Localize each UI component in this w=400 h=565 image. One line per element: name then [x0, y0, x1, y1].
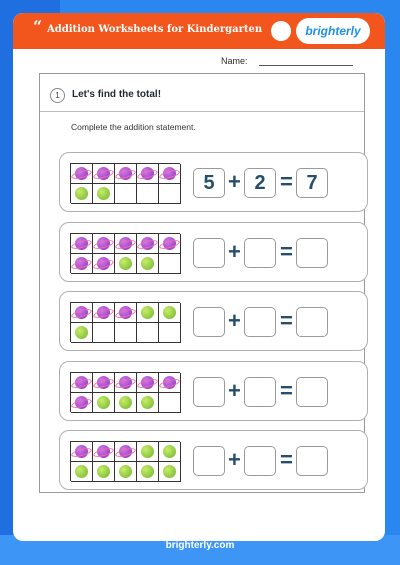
ten-frame-cell — [137, 442, 159, 462]
purple-planet-icon — [163, 167, 176, 180]
ten-frame-cell — [71, 373, 93, 393]
purple-planet-icon — [141, 376, 154, 389]
green-planet-icon — [141, 445, 154, 458]
exercise-row — [59, 222, 368, 282]
ten-frame-cell — [137, 184, 159, 204]
purple-planet-icon — [97, 237, 110, 250]
green-planet-icon — [163, 465, 176, 478]
green-planet-icon — [97, 465, 110, 478]
addend-b-box[interactable] — [244, 446, 276, 476]
total-box[interactable] — [296, 377, 328, 407]
plus-sign: + — [228, 378, 241, 403]
total-box[interactable] — [296, 307, 328, 337]
section-title: Let's find the total! — [72, 89, 162, 100]
ten-frame-cell — [137, 373, 159, 393]
purple-planet-icon — [119, 167, 132, 180]
circle-icon — [271, 21, 291, 41]
ten-frame-cell — [137, 254, 159, 274]
ten-frame-cell — [71, 442, 93, 462]
ten-frame-cell — [93, 323, 115, 343]
ten-frame-cell — [159, 323, 181, 343]
green-planet-icon — [141, 306, 154, 319]
addend-a-box[interactable]: 5 — [193, 168, 225, 198]
ten-frame — [70, 302, 180, 342]
purple-planet-icon — [75, 306, 88, 319]
purple-planet-icon — [163, 237, 176, 250]
equals-sign: = — [280, 239, 293, 264]
ten-frame-cell — [115, 462, 137, 482]
green-planet-icon — [163, 306, 176, 319]
equals-sign: = — [280, 378, 293, 403]
addend-b-box[interactable]: 2 — [244, 168, 276, 198]
ten-frame-cell — [159, 442, 181, 462]
header-bar — [13, 13, 385, 49]
ten-frame-cell — [71, 184, 93, 204]
name-field[interactable] — [259, 65, 353, 66]
ten-frame-cell — [93, 393, 115, 413]
plus-sign: + — [228, 447, 241, 472]
ten-frame-cell — [115, 373, 137, 393]
purple-planet-icon — [163, 376, 176, 389]
ten-frame-cell — [93, 303, 115, 323]
purple-planet-icon — [97, 306, 110, 319]
ten-frame-cell — [93, 462, 115, 482]
ten-frame-cell — [71, 462, 93, 482]
ten-frame-cell — [159, 462, 181, 482]
ten-frame-cell — [159, 303, 181, 323]
purple-planet-icon — [75, 167, 88, 180]
equals-sign: = — [280, 308, 293, 333]
section-number: 1 — [50, 88, 65, 103]
addend-a-box[interactable] — [193, 307, 225, 337]
plus-sign: + — [228, 239, 241, 264]
addend-a-box[interactable] — [193, 377, 225, 407]
ten-frame-cell — [93, 442, 115, 462]
plus-sign: + — [228, 169, 241, 194]
ten-frame-cell — [71, 393, 93, 413]
purple-planet-icon — [97, 167, 110, 180]
green-planet-icon — [163, 445, 176, 458]
purple-planet-icon — [75, 257, 88, 270]
ten-frame-cell — [71, 254, 93, 274]
ten-frame-cell — [71, 234, 93, 254]
purple-planet-icon — [97, 445, 110, 458]
equals-sign: = — [280, 169, 293, 194]
ten-frame-cell — [137, 323, 159, 343]
green-planet-icon — [119, 465, 132, 478]
ten-frame-cell — [115, 184, 137, 204]
ten-frame-cell — [137, 303, 159, 323]
purple-planet-icon — [141, 167, 154, 180]
ten-frame-cell — [159, 164, 181, 184]
purple-planet-icon — [75, 396, 88, 409]
green-planet-icon — [97, 187, 110, 200]
purple-planet-icon — [119, 306, 132, 319]
ten-frame-cell — [115, 164, 137, 184]
ten-frame-cell — [93, 164, 115, 184]
green-planet-icon — [75, 187, 88, 200]
exercise-row — [59, 430, 368, 490]
exercise-row — [59, 152, 368, 212]
ten-frame-cell — [115, 393, 137, 413]
total-box[interactable] — [296, 238, 328, 268]
ten-frame — [70, 372, 180, 412]
ten-frame-cell — [93, 234, 115, 254]
ten-frame-cell — [93, 373, 115, 393]
ten-frame-cell — [137, 393, 159, 413]
ten-frame-cell — [71, 323, 93, 343]
equals-sign: = — [280, 447, 293, 472]
ten-frame-cell — [159, 254, 181, 274]
ten-frame — [70, 233, 180, 273]
ten-frame-cell — [71, 164, 93, 184]
exercise-row — [59, 291, 368, 351]
ten-frame-cell — [115, 442, 137, 462]
ten-frame-cell — [159, 393, 181, 413]
plus-sign: + — [228, 308, 241, 333]
purple-planet-icon — [97, 257, 110, 270]
purple-planet-icon — [75, 237, 88, 250]
ten-frame — [70, 441, 180, 481]
purple-planet-icon — [75, 376, 88, 389]
green-planet-icon — [97, 396, 110, 409]
ten-frame-cell — [115, 323, 137, 343]
footer-url: brighterly.com — [165, 540, 235, 551]
ten-frame-cell — [71, 303, 93, 323]
divider — [40, 111, 364, 112]
total-box[interactable]: 7 — [296, 168, 328, 198]
ten-frame-cell — [159, 184, 181, 204]
green-planet-icon — [141, 257, 154, 270]
exercise-row — [59, 361, 368, 421]
logo-text: brighterly — [305, 24, 361, 38]
exercise-frame — [39, 73, 365, 493]
addend-b-box[interactable] — [244, 377, 276, 407]
addend-b-box[interactable] — [244, 307, 276, 337]
addend-a-box[interactable] — [193, 238, 225, 268]
green-planet-icon — [119, 396, 132, 409]
ten-frame-cell — [115, 303, 137, 323]
ten-frame-cell — [137, 462, 159, 482]
ten-frame — [70, 163, 180, 203]
addend-b-box[interactable] — [244, 238, 276, 268]
ten-frame-cell — [159, 234, 181, 254]
green-planet-icon — [141, 465, 154, 478]
green-planet-icon — [75, 326, 88, 339]
ten-frame-cell — [137, 234, 159, 254]
instruction-text: Complete the addition statement. — [71, 122, 196, 132]
ten-frame-cell — [159, 373, 181, 393]
total-box[interactable] — [296, 446, 328, 476]
purple-planet-icon — [119, 376, 132, 389]
green-planet-icon — [75, 465, 88, 478]
green-planet-icon — [141, 396, 154, 409]
ten-frame-cell — [115, 254, 137, 274]
quote-icon: “ — [33, 17, 43, 36]
ten-frame-cell — [137, 164, 159, 184]
green-planet-icon — [119, 257, 132, 270]
ten-frame-cell — [93, 184, 115, 204]
name-label: Name: — [221, 56, 248, 66]
brand-logo[interactable] — [296, 18, 370, 44]
purple-planet-icon — [75, 445, 88, 458]
ten-frame-cell — [115, 234, 137, 254]
worksheet-title: Addition Worksheets for Kindergarten — [47, 24, 263, 35]
worksheet-page — [13, 13, 385, 541]
purple-planet-icon — [119, 237, 132, 250]
ten-frame-cell — [93, 254, 115, 274]
purple-planet-icon — [119, 445, 132, 458]
purple-planet-icon — [141, 237, 154, 250]
addend-a-box[interactable] — [193, 446, 225, 476]
purple-planet-icon — [97, 376, 110, 389]
